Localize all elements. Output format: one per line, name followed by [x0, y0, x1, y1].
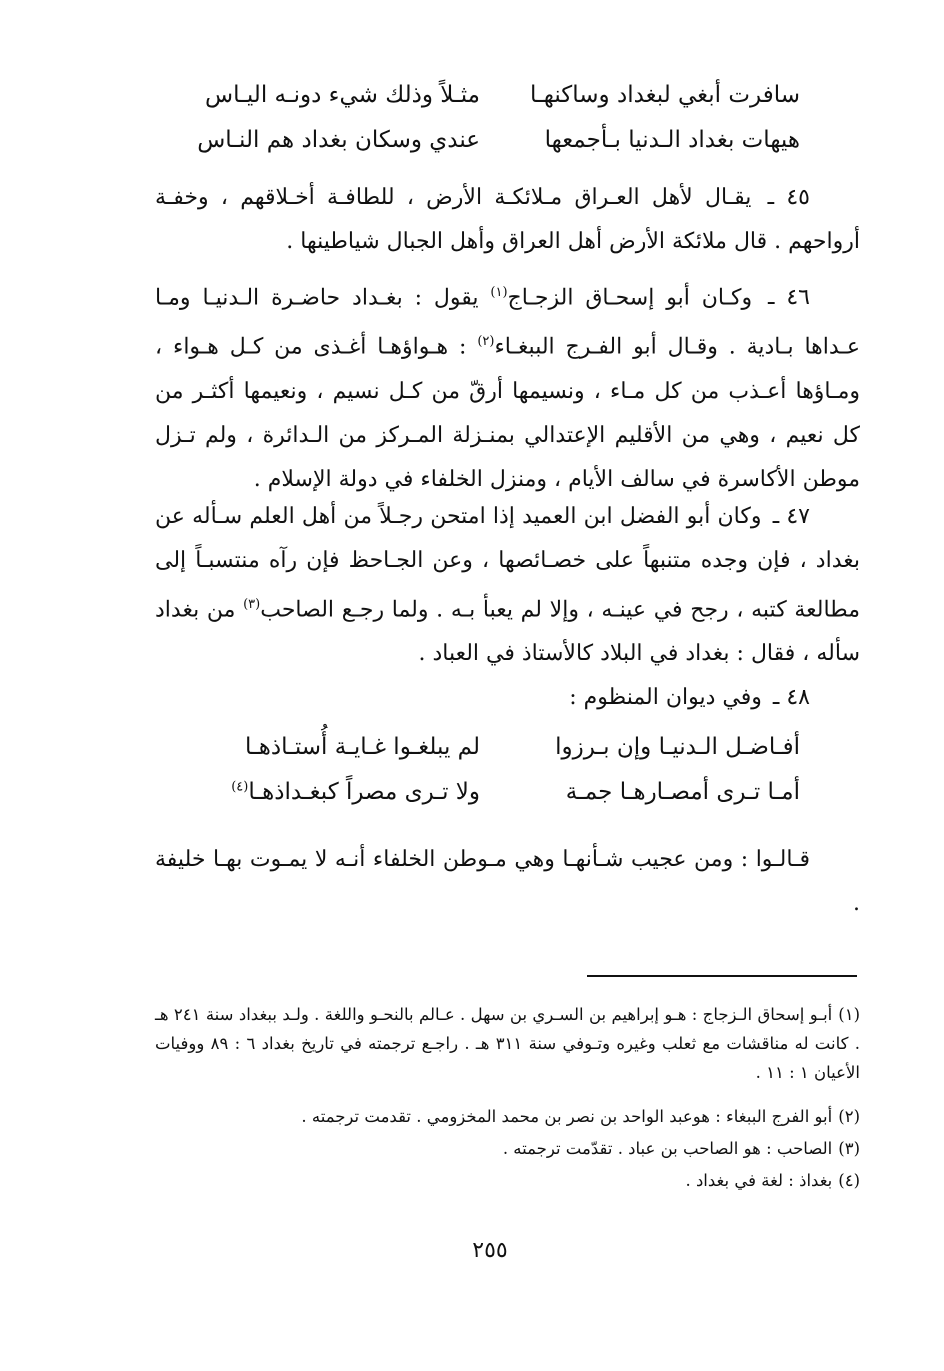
- paragraph-text: وفي ديوان المنظوم :: [569, 685, 762, 710]
- footnote-4: [155, 1166, 860, 1195]
- footnote-ref[interactable]: (٢): [477, 334, 495, 350]
- verse-second-hemistich: مثـلاً وذلك شيء دونـه اليـاس: [205, 82, 480, 108]
- footnote-text: أبو الفرج الببغاء : هوعبد الواحد بن نصر بن محمد المخزومي . تقدمت ترجمته .: [301, 1107, 833, 1126]
- verse-line: [155, 734, 860, 774]
- verse-first-hemistich: أفـاضـل الـدنيـا وإن بـرزوا: [555, 734, 800, 760]
- paragraph-text: من بغداد سأله ، فقال : بغداد في البلاد كالأستاذ في العباد .: [155, 597, 860, 667]
- paragraph-47: [155, 495, 860, 676]
- paragraph-45: [155, 176, 860, 264]
- paragraph-text: وكـان أبو إسحـاق الزجـاج: [507, 285, 753, 311]
- footnote-ref[interactable]: (١): [490, 285, 508, 300]
- verse-first-hemistich: أمـا تـرى أمصـارهـا جمـة: [565, 779, 800, 805]
- paragraph-text: يقول : بغـداد حاضـرة الـدنيـا ومـا عـداها بـادية . وقـال أبو الفـرج الببغـاء: [155, 285, 860, 360]
- verse-line: [155, 82, 860, 122]
- paragraph-text: يقـال لأهل العـراق مـلائكـة الأرض ، للطافـة أخـلاقهم ، وخفـة أرواحهم . قال ملائكة الأرض أهل العراق وأهل الجبال شياطينها .: [155, 185, 860, 254]
- footnote-text: الصاحب : هو الصاحب بن عباد . تقدّمت ترجمته .: [502, 1139, 833, 1158]
- verse-line: [155, 127, 860, 167]
- paragraph-text: قـالـوا : ومن عجيب شـأنهـا وهي مـوطن الخلفاء أنـه لا يمـوت بهـا خليفة .: [155, 847, 860, 916]
- paragraph-text: : هـواؤهـا أغـذى من كـل هـواء ، ومـاؤها أعـذب من كل مـاء ، ونسيمها أرقّ من كـل نسيم ، ونعيمها أكثـر من كل نعيم ، وهي من الأقليم الإعتدالي بمنـزلة المـركز من الـدائرة ، ولم تـزل موطن الأكاسرة في سالف الأيام ، ومنزل الخلفاء في دولة الإسلام .: [155, 334, 860, 492]
- paragraph-number: ٤٨ ـ: [772, 685, 810, 710]
- verse-first-hemistich: هيهات بغداد الـدنيا بـأجمعها: [544, 127, 800, 153]
- paragraph-46: [155, 271, 860, 502]
- footnote-ref[interactable]: (٤): [231, 779, 249, 795]
- paragraph-48: [155, 676, 860, 720]
- footnote-ref[interactable]: (٣): [243, 597, 261, 612]
- footnote-3: [155, 1134, 860, 1163]
- verse-second-hemistich: [231, 779, 480, 805]
- page-number: ٢٥٥: [472, 1238, 508, 1263]
- verse-second-hemistich: عندي وسكان بغداد هم النـاس: [197, 127, 480, 153]
- paragraph-number: ٤٦ ـ: [768, 285, 810, 311]
- footnote-text: أبـو إسحاق الـزجاج : هـو إبراهيم بن السـري بن سهل . عـالم بالنحـو واللغة . ولـد ببغداد سنة ٢٤١ هـ . كانت له مناقشات مع ثعلب وغيره وتـوفي سنة ٣١١ هـ . راجـع ترجمته في تاريخ بغداد ٦ : ٨٩ ووفيات الأعيان ١ : ١١ .: [155, 1005, 860, 1082]
- footnote-separator: [587, 975, 857, 977]
- paragraph-number: ٤٧ ـ: [772, 504, 810, 529]
- paragraph-closing: [155, 838, 860, 926]
- footnote-text: بغداذ : لغة في بغداد .: [685, 1171, 833, 1190]
- footnote-2: [155, 1102, 860, 1131]
- footnote-number: (٣): [838, 1139, 860, 1158]
- verse-second-hemistich: لم يبلغـوا غـايـة أُستـاذهـا: [244, 734, 480, 760]
- paragraph-text: وكان أبو الفضل ابن العميد إذا امتحن رجـلاً من أهل العلم سـأله عن بغداد ، فإن وجده متنبهاً على خصـائصها ، وعن الجـاحظ فإن رآه منتسبـاً إلى مطالعة كتبه ، رجح في عينـه ، وإلا لم يعبأ بـه . ولما رجـع الصاحب: [155, 504, 860, 623]
- verse-first-hemistich: سافرت أبغي لبغداد وساكنهـا: [530, 82, 800, 108]
- paragraph-number: ٤٥ ـ: [767, 185, 810, 210]
- footnote-1: [155, 1000, 860, 1087]
- verse-line: [155, 779, 860, 819]
- footnote-number: (٤): [838, 1171, 860, 1190]
- hemistich-text: ولا تـرى مصراً كبغـداذهـا: [248, 779, 480, 805]
- footnote-number: (١): [838, 1005, 860, 1024]
- footnote-number: (٢): [838, 1107, 860, 1126]
